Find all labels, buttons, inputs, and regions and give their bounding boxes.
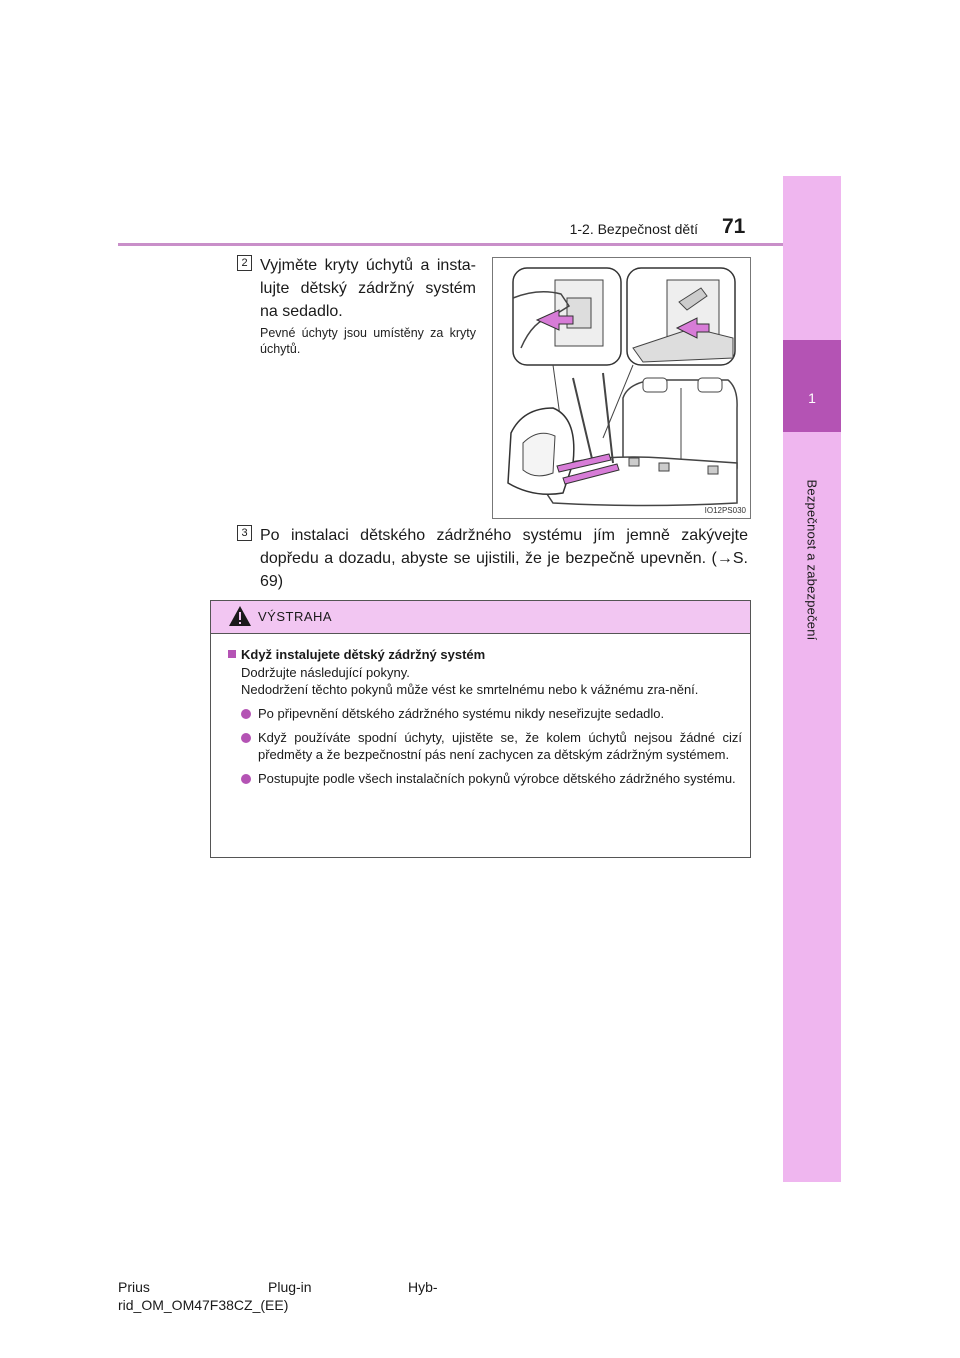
chapter-side-tab [783, 176, 841, 1182]
illustration-drawing [493, 258, 750, 518]
chapter-number-block [783, 340, 841, 432]
warning-box [210, 600, 751, 858]
header-rule [118, 243, 783, 246]
step-2-note: Pevné úchyty jsou umístěny za kryty úchytů. [260, 326, 476, 356]
warning-body [211, 634, 750, 787]
footer-doc-id [118, 1278, 438, 1314]
step-3-text: Po instalaci dětského zádržného systému jím jemně zakývejte dopředu a dozadu, abyste se ujistili, že je bezpečně upevněn. (→S. 69) [260, 527, 748, 590]
page-number: 71 [722, 215, 746, 238]
chapter-label: Bezpečnost a zabezpečení [804, 479, 820, 641]
warning-title: VÝSTRAHA [258, 609, 333, 624]
footer-line-2: rid_OM_OM47F38CZ_(EE) [118, 1297, 289, 1313]
footer-word-3: Hyb- [408, 1279, 438, 1295]
warning-intro-1: Dodržujte následující pokyny. [241, 665, 410, 680]
footer-word-2: Plug-in [268, 1279, 312, 1295]
header-section-title: 1-2. Bezpečnost dětí [569, 221, 698, 237]
warning-header [211, 601, 750, 634]
figure-code: IO12PS030 [704, 506, 746, 515]
warning-triangle-icon [228, 605, 252, 627]
warning-bullet-3: Postupujte podle všech instalačních pokynů výrobce dětského zádržného systému. [241, 770, 742, 787]
footer-word-1: Prius [118, 1279, 150, 1295]
step-number-2: 2 [237, 255, 252, 271]
warning-intro-2: Nedodržení těchto pokynů může vést ke smrtelnému nebo k vážnému zra-nění. [241, 682, 699, 697]
step-number-3: 3 [237, 525, 252, 541]
warning-bullet-1: Po připevnění dětského zádržného systému nikdy neseřizujte sedadlo. [241, 705, 742, 722]
child-seat-installation-illustration [492, 257, 751, 519]
step-2-text: Vyjměte kryty úchytů a insta-lujte dětský zádržný systém na sedadlo. [260, 257, 476, 320]
warning-subtitle: Když instalujete dětský zádržný systém [228, 646, 742, 663]
chapter-number: 1 [808, 390, 816, 406]
warning-bullet-2: Když používáte spodní úchyty, ujistěte se, že kolem úchytů nejsou žádné cizí předměty a že bezpečnostní pás není zachycen za dětským zádržným systémem. [241, 729, 742, 763]
